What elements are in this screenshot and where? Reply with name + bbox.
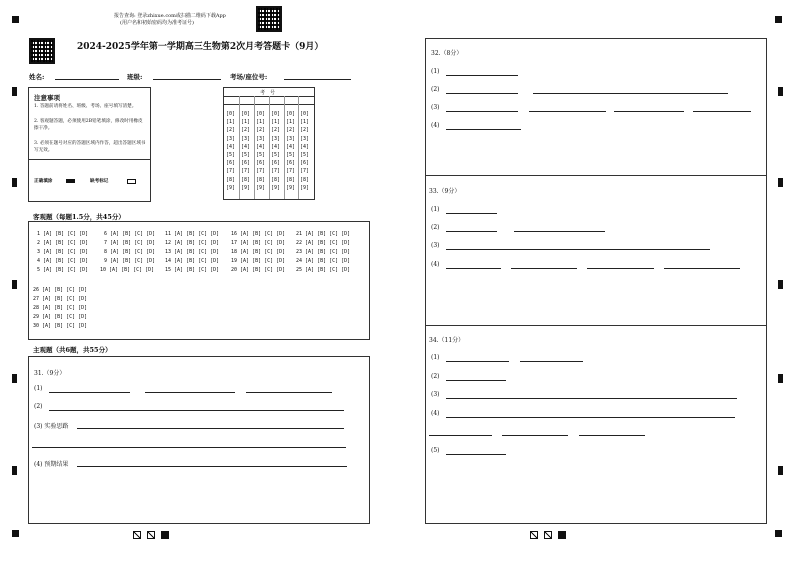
question-number: 4	[37, 258, 44, 264]
q32-part: (1)	[431, 68, 440, 75]
answer-options[interactable]: [A] [B] [C] [D]	[110, 240, 156, 246]
question-number: 30	[33, 323, 43, 329]
exam-digit-bubble[interactable]: [3]	[256, 135, 266, 142]
exam-digit-bubble[interactable]: [8]	[241, 176, 251, 183]
answer-options[interactable]: [A] [B] [C] [D]	[110, 231, 156, 237]
objective-question-row[interactable]	[33, 296, 87, 302]
notes-item: 1. 答题前请将姓名、班级、考场、座号填写清楚。	[34, 104, 137, 109]
timing-mark	[778, 280, 783, 289]
answer-options[interactable]: [A] [B] [C] [D]	[305, 231, 351, 237]
answer-options[interactable]: [A] [B] [C] [D]	[174, 267, 220, 273]
corner-mark	[775, 16, 782, 23]
answer-options[interactable]: [A] [B] [C] [D]	[240, 267, 286, 273]
exam-digit-bubble[interactable]: [5]	[286, 152, 296, 159]
timing-mark	[12, 87, 17, 96]
exam-digit-bubble[interactable]: [9]	[300, 184, 310, 191]
answer-options[interactable]: [A] [B] [C] [D]	[43, 231, 89, 237]
exam-digit-bubble[interactable]: [7]	[241, 168, 251, 175]
exam-digit-bubble[interactable]: [8]	[256, 176, 266, 183]
exam-digit-bubble[interactable]: [4]	[300, 143, 310, 150]
answer-options[interactable]: [A] [B] [C] [D]	[42, 296, 88, 302]
q32-part: (3)	[431, 104, 440, 111]
qr-code-icon	[29, 38, 55, 64]
objective-question-row[interactable]	[231, 231, 285, 237]
q32-part: (4)	[431, 122, 440, 129]
exam-digit-column[interactable]	[286, 110, 295, 192]
answer-line[interactable]	[511, 268, 577, 269]
exam-digit-bubble[interactable]: [6]	[300, 160, 310, 167]
answer-options[interactable]: [A] [B] [C] [D]	[240, 258, 286, 264]
exam-digit-bubble[interactable]: [6]	[256, 160, 266, 167]
timing-mark	[12, 466, 17, 475]
exam-digit-bubble[interactable]: [4]	[286, 143, 296, 150]
q34-part: (1)	[431, 354, 440, 361]
exam-digit-bubble[interactable]: [2]	[256, 127, 266, 134]
answer-line[interactable]	[446, 129, 521, 130]
exam-digit-bubble[interactable]: [1]	[300, 119, 310, 126]
objective-question-row[interactable]	[296, 240, 350, 246]
page-mark-icon	[161, 531, 169, 539]
q31-box	[28, 356, 370, 524]
question-number: 13	[165, 249, 175, 255]
subjective-title: 主观题（共6题，共55分）	[33, 346, 112, 354]
exam-digit-bubble[interactable]: [5]	[256, 152, 266, 159]
seat-field[interactable]	[284, 79, 351, 80]
answer-line[interactable]	[49, 410, 344, 411]
exam-digit-bubble[interactable]: [9]	[256, 184, 266, 191]
notice-line: (用户名和初始密码均为准考证号)	[120, 20, 194, 26]
exam-digit-bubble[interactable]: [3]	[271, 135, 281, 142]
objective-question-row[interactable]	[231, 240, 285, 246]
answer-line[interactable]	[514, 231, 605, 232]
exam-digit-bubble[interactable]: [2]	[271, 127, 281, 134]
answer-line[interactable]	[446, 361, 509, 362]
objective-grid[interactable]	[29, 222, 369, 339]
objective-question-row[interactable]	[33, 314, 87, 320]
exam-digit-bubble[interactable]: [7]	[300, 168, 310, 175]
objective-question-row[interactable]	[104, 240, 155, 246]
divider	[425, 175, 767, 176]
missing-mark-label: 缺考标记	[90, 179, 109, 184]
q31-part: (1)	[34, 385, 43, 392]
exam-digit-bubble[interactable]: [8]	[300, 176, 310, 183]
answer-options[interactable]: [A] [B] [C] [D]	[240, 249, 286, 255]
exam-digit-column[interactable]	[241, 110, 250, 192]
question-number: 10	[100, 267, 110, 273]
exam-digit-bubble[interactable]: [4]	[226, 143, 236, 150]
answer-options[interactable]: [A] [B] [C] [D]	[305, 240, 351, 246]
objective-box	[28, 221, 370, 340]
exam-digit-bubble[interactable]: [9]	[271, 184, 281, 191]
answer-line[interactable]	[579, 435, 645, 436]
q33-title: 33.（9分）	[429, 188, 461, 195]
answer-line[interactable]	[502, 435, 568, 436]
q31-part: (2)	[34, 403, 43, 410]
name-label: 姓名:	[29, 73, 45, 81]
question-number: 2	[37, 240, 44, 246]
correct-fill-label: 正确填涂	[34, 179, 53, 184]
answer-line[interactable]	[77, 428, 344, 429]
notes-title: 注意事项	[34, 94, 60, 102]
notice-line: 报告查询: 登录zhixue.com或扫描二维码下载App	[114, 13, 226, 19]
exam-digit-column[interactable]	[271, 110, 280, 192]
exam-digit-bubble[interactable]: [6]	[241, 160, 251, 167]
notes-box	[28, 87, 151, 202]
answer-line[interactable]	[446, 231, 497, 232]
answer-line[interactable]	[246, 392, 332, 393]
timing-mark	[12, 178, 17, 187]
timing-mark	[778, 466, 783, 475]
exam-digit-bubble[interactable]: [3]	[300, 135, 310, 142]
q34-part: (3)	[431, 391, 440, 398]
question-number: 5	[37, 267, 44, 273]
objective-question-row[interactable]	[165, 258, 219, 264]
objective-question-row[interactable]	[104, 258, 155, 264]
answer-line[interactable]	[446, 93, 518, 94]
exam-digit-bubble[interactable]: [0]	[286, 111, 296, 117]
class-label: 班级:	[127, 73, 143, 81]
answer-line[interactable]	[446, 111, 518, 112]
answer-options[interactable]: [A] [B] [C] [D]	[43, 240, 89, 246]
question-number: 23	[296, 249, 306, 255]
objective-question-row[interactable]	[100, 267, 154, 273]
question-number: 3	[37, 249, 44, 255]
answer-line[interactable]	[446, 454, 506, 455]
question-number: 11	[165, 231, 175, 237]
answer-line[interactable]	[446, 249, 710, 250]
q33-part: (2)	[431, 224, 440, 231]
answer-options[interactable]: [A] [B] [C] [D]	[43, 258, 89, 264]
objective-question-row[interactable]	[165, 249, 219, 255]
question-number: 7	[104, 240, 111, 246]
exam-digit-bubble[interactable]: [6]	[226, 160, 236, 167]
answer-line[interactable]	[446, 75, 518, 76]
q31-part: (4) 预期结果	[34, 461, 69, 468]
exam-digit-bubble[interactable]: [7]	[256, 168, 266, 175]
exam-number-grid	[223, 87, 315, 200]
answer-line[interactable]	[693, 111, 751, 112]
question-number: 24	[296, 258, 306, 264]
notes-item: 2. 客观题答题，必须使用2B铅笔填涂，修改时用橡皮擦干净。	[34, 119, 143, 132]
answer-line[interactable]	[446, 268, 501, 269]
exam-digit-bubble[interactable]: [6]	[286, 160, 296, 167]
q33-part: (4)	[431, 261, 440, 268]
answer-line[interactable]	[664, 268, 740, 269]
answer-line[interactable]	[587, 268, 654, 269]
exam-digit-bubble[interactable]: [2]	[300, 127, 310, 134]
q34-title: 34.（11分）	[429, 337, 465, 344]
page-mark-icon	[544, 531, 552, 539]
answer-line[interactable]	[77, 466, 347, 467]
page-mark-icon	[147, 531, 155, 539]
objective-question-row[interactable]	[165, 240, 219, 246]
answer-options[interactable]: [A] [B] [C] [D]	[110, 258, 156, 264]
timing-mark	[12, 374, 17, 383]
page-mark-icon	[530, 531, 538, 539]
exam-digit-bubble[interactable]: [1]	[286, 119, 296, 126]
exam-digit-bubble[interactable]: [4]	[241, 143, 251, 150]
exam-digit-bubble[interactable]: [2]	[286, 127, 296, 134]
answer-options[interactable]: [A] [B] [C] [D]	[42, 287, 88, 293]
answer-options[interactable]: [A] [B] [C] [D]	[240, 231, 286, 237]
exam-digit-bubble[interactable]: [2]	[241, 127, 251, 134]
answer-options[interactable]: [A] [B] [C] [D]	[110, 249, 156, 255]
answer-options[interactable]: [A] [B] [C] [D]	[42, 323, 88, 329]
answer-options[interactable]: [A] [B] [C] [D]	[174, 258, 220, 264]
exam-digit-bubble[interactable]: [9]	[286, 184, 296, 191]
objective-question-row[interactable]	[104, 231, 155, 237]
exam-digit-bubble[interactable]: [5]	[271, 152, 281, 159]
answer-line[interactable]	[529, 111, 606, 112]
question-number: 22	[296, 240, 306, 246]
objective-question-row[interactable]	[33, 287, 87, 293]
exam-digit-bubble[interactable]: [5]	[241, 152, 251, 159]
exam-digit-bubble[interactable]: [9]	[226, 184, 236, 191]
objective-question-row[interactable]	[296, 231, 350, 237]
exam-digit-bubble[interactable]: [0]	[226, 111, 236, 117]
objective-question-row[interactable]	[296, 258, 350, 264]
q31-title: 31.（9分）	[34, 370, 66, 377]
q34-part: (4)	[431, 410, 440, 417]
question-number: 16	[231, 231, 241, 237]
q32-title: 32.（8分）	[431, 50, 463, 57]
exam-digit-bubble[interactable]: [0]	[271, 111, 281, 117]
q31-part: (3) 实验思路	[34, 423, 69, 430]
exam-digit-bubble[interactable]: [5]	[300, 152, 310, 159]
q34-part: (2)	[431, 373, 440, 380]
exam-digit-bubble[interactable]: [8]	[226, 176, 236, 183]
exam-digit-bubble[interactable]: [7]	[286, 168, 296, 175]
objective-question-row[interactable]	[33, 323, 87, 329]
exam-digit-bubble[interactable]: [7]	[271, 168, 281, 175]
exam-digit-bubble[interactable]: [1]	[256, 119, 266, 126]
class-field[interactable]	[153, 79, 221, 80]
exam-digit-bubble[interactable]: [1]	[241, 119, 251, 126]
answer-options[interactable]: [A] [B] [C] [D]	[109, 267, 155, 273]
answer-line[interactable]	[446, 380, 506, 381]
question-number: 14	[165, 258, 175, 264]
exam-number-columns[interactable]	[224, 97, 314, 199]
exam-digit-bubble[interactable]: [1]	[226, 119, 236, 126]
objective-question-row[interactable]	[231, 249, 285, 255]
objective-question-row[interactable]	[37, 258, 88, 264]
answer-options[interactable]: [A] [B] [C] [D]	[174, 249, 220, 255]
exam-digit-column[interactable]	[226, 110, 235, 192]
exam-digit-bubble[interactable]: [8]	[271, 176, 281, 183]
exam-digit-bubble[interactable]: [0]	[300, 111, 310, 117]
question-number: 27	[33, 296, 43, 302]
question-number: 20	[231, 267, 241, 273]
objective-title: 客观题（每题1.5分，共45分）	[33, 213, 125, 221]
q32-part: (2)	[431, 86, 440, 93]
answer-options[interactable]: [A] [B] [C] [D]	[42, 314, 88, 320]
answer-line[interactable]	[533, 93, 728, 94]
exam-digit-bubble[interactable]: [3]	[286, 135, 296, 142]
timing-mark	[778, 374, 783, 383]
objective-question-row[interactable]	[296, 267, 350, 273]
answer-line[interactable]	[32, 447, 346, 448]
objective-question-row[interactable]	[37, 231, 88, 237]
question-number: 29	[33, 314, 43, 320]
exam-digit-bubble[interactable]: [7]	[226, 168, 236, 175]
question-number: 26	[33, 287, 43, 293]
exam-digit-bubble[interactable]: [3]	[226, 135, 236, 142]
answer-line[interactable]	[614, 111, 684, 112]
filled-bubble-icon	[66, 179, 75, 183]
exam-digit-bubble[interactable]: [3]	[241, 135, 251, 142]
answer-options[interactable]: [A] [B] [C] [D]	[305, 267, 351, 273]
answer-options[interactable]: [A] [B] [C] [D]	[43, 267, 89, 273]
exam-number-label: 考 号	[260, 90, 276, 96]
timing-mark	[778, 87, 783, 96]
page-mark-icon	[133, 531, 141, 539]
question-number: 28	[33, 305, 43, 311]
answer-line[interactable]	[429, 435, 492, 436]
objective-question-row[interactable]	[37, 267, 88, 273]
question-number: 15	[165, 267, 175, 273]
objective-question-row[interactable]	[33, 305, 87, 311]
seat-label: 考场/座位号:	[230, 73, 268, 81]
question-number: 6	[104, 231, 111, 237]
exam-digit-column[interactable]	[300, 110, 309, 192]
question-number: 25	[296, 267, 306, 273]
exam-digit-bubble[interactable]: [6]	[271, 160, 281, 167]
objective-question-row[interactable]	[104, 249, 155, 255]
answer-options[interactable]: [A] [B] [C] [D]	[42, 305, 88, 311]
corner-mark	[12, 530, 19, 537]
exam-digit-bubble[interactable]: [8]	[286, 176, 296, 183]
timing-mark	[12, 280, 17, 289]
q33-part: (3)	[431, 242, 440, 249]
page-title: 2024-2025学年第一学期高三生物第2次月考答题卡（9月）	[77, 42, 324, 52]
exam-digit-bubble[interactable]: [4]	[271, 143, 281, 150]
name-field[interactable]	[55, 79, 119, 80]
q33-part: (1)	[431, 206, 440, 213]
answer-options[interactable]: [A] [B] [C] [D]	[305, 258, 351, 264]
question-number: 17	[231, 240, 241, 246]
notes-item: 3. 必须在题号对应的答题区域内作答，超出答题区域书写无效。	[34, 141, 146, 154]
exam-digit-bubble[interactable]: [2]	[226, 127, 236, 134]
answer-line[interactable]	[446, 417, 735, 418]
exam-digit-bubble[interactable]: [0]	[241, 111, 251, 117]
exam-digit-bubble[interactable]: [0]	[256, 111, 266, 117]
question-number: 8	[104, 249, 111, 255]
answer-line[interactable]	[49, 392, 130, 393]
exam-digit-bubble[interactable]: [1]	[271, 119, 281, 126]
answer-line[interactable]	[446, 398, 737, 399]
question-number: 21	[296, 231, 306, 237]
exam-digit-bubble[interactable]: [4]	[256, 143, 266, 150]
question-number: 19	[231, 258, 241, 264]
objective-question-row[interactable]	[165, 267, 219, 273]
q34-part: (5)	[431, 447, 440, 454]
answer-line[interactable]	[446, 213, 497, 214]
answer-options[interactable]: [A] [B] [C] [D]	[174, 240, 220, 246]
divider	[425, 325, 767, 326]
answer-line[interactable]	[145, 392, 235, 393]
answer-options[interactable]: [A] [B] [C] [D]	[240, 240, 286, 246]
objective-question-row[interactable]	[231, 258, 285, 264]
answer-line[interactable]	[520, 361, 583, 362]
objective-question-row[interactable]	[37, 249, 88, 255]
divider	[29, 159, 150, 160]
question-number: 1	[37, 231, 44, 237]
exam-digit-column[interactable]	[256, 110, 265, 192]
question-number: 18	[231, 249, 241, 255]
corner-mark	[775, 530, 782, 537]
objective-question-row[interactable]	[165, 231, 219, 237]
objective-question-row[interactable]	[231, 267, 285, 273]
answer-options[interactable]: [A] [B] [C] [D]	[43, 249, 89, 255]
objective-question-row[interactable]	[37, 240, 88, 246]
objective-question-row[interactable]	[296, 249, 350, 255]
question-number: 9	[104, 258, 111, 264]
qr-code-icon	[256, 6, 282, 32]
exam-digit-bubble[interactable]: [5]	[226, 152, 236, 159]
timing-mark	[778, 178, 783, 187]
answer-options[interactable]: [A] [B] [C] [D]	[174, 231, 220, 237]
exam-digit-bubble[interactable]: [9]	[241, 184, 251, 191]
missing-mark-box[interactable]	[127, 179, 136, 184]
page-mark-icon	[558, 531, 566, 539]
answer-options[interactable]: [A] [B] [C] [D]	[305, 249, 351, 255]
corner-mark	[12, 16, 19, 23]
question-number: 12	[165, 240, 175, 246]
